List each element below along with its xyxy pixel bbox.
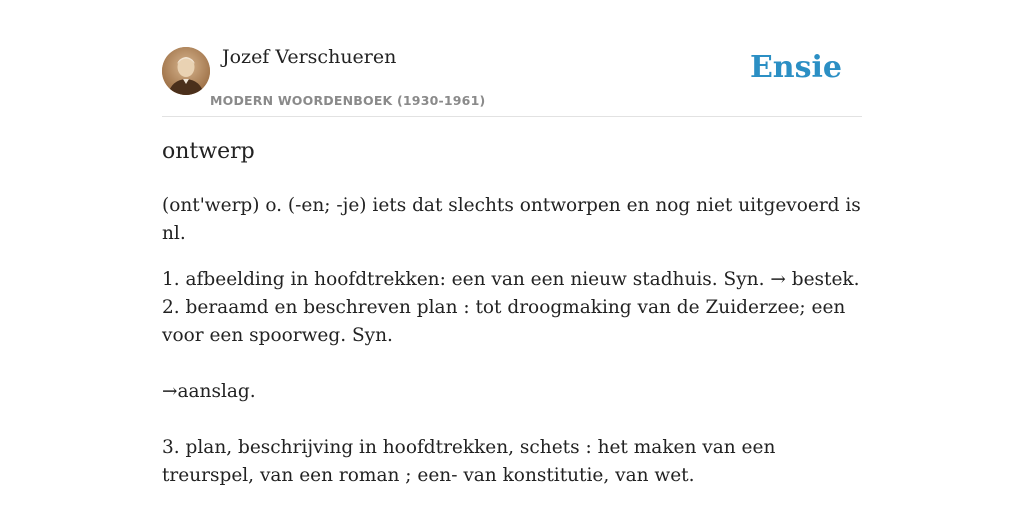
definition-line-2: 2. beraamd en beschreven plan : tot droogmaking van de Zuiderzee; een voor een spoorweg. Syn. bbox=[162, 297, 846, 346]
spacer bbox=[162, 406, 862, 434]
dictionary-source[interactable]: MODERN WOORDENBOEK (1930-1961) bbox=[210, 93, 486, 108]
entry-lead: (ont'werp) o. (-en; -je) iets dat slechts ontworpen en nog niet uitgevoerd is nl. bbox=[162, 195, 861, 244]
definition-line-1: 1. afbeelding in hoofdtrekken: een van een nieuw stadhuis. Syn. → bestek. bbox=[162, 269, 860, 290]
definition-line-4: 3. plan, beschrijving in hoofdtrekken, schets : het maken van een treurspel, van een roman ; een- van konstitutie, van wet. bbox=[162, 437, 776, 486]
brand-logo[interactable]: Ensie bbox=[749, 50, 842, 85]
entry-card bbox=[162, 0, 862, 512]
spacer bbox=[162, 350, 862, 378]
definition-line-3: →aanslag. bbox=[162, 381, 256, 402]
author-portrait-icon bbox=[162, 47, 210, 95]
author-avatar[interactable] bbox=[162, 47, 210, 95]
entry-definition bbox=[162, 192, 862, 490]
author-name[interactable]: Jozef Verschueren bbox=[222, 46, 397, 68]
entry-header bbox=[162, 0, 862, 117]
entry-title: ontwerp bbox=[162, 139, 255, 164]
